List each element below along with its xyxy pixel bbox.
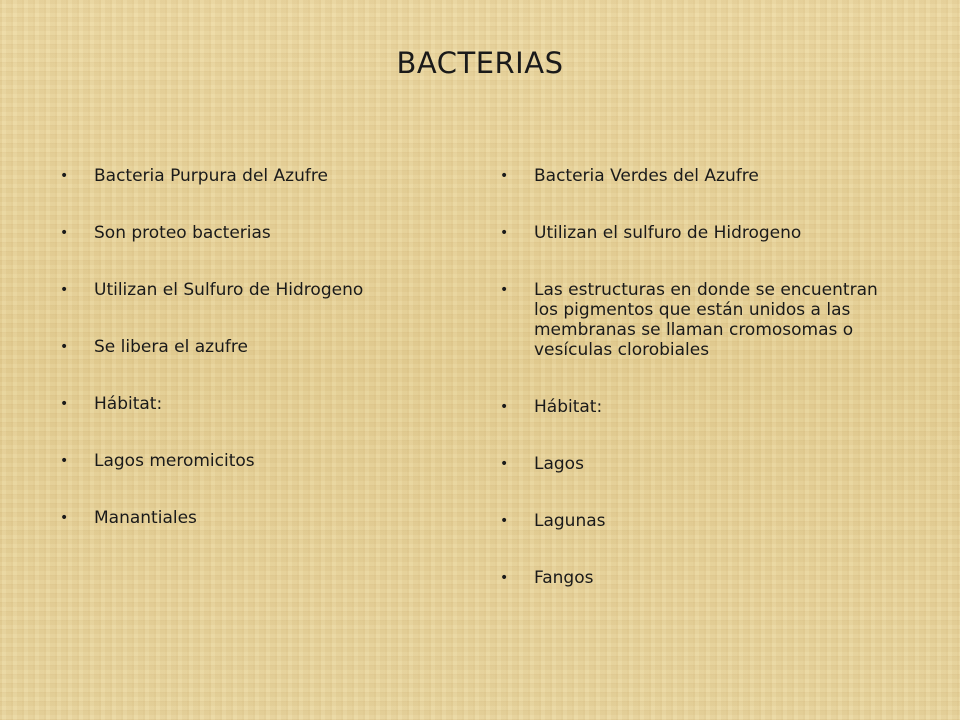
bullet-icon: •: [60, 510, 69, 526]
bullet-icon: •: [500, 225, 509, 241]
bullet-icon: •: [60, 168, 69, 184]
right-bullet-list: [500, 166, 900, 625]
list-item: [500, 397, 900, 417]
list-item: [500, 280, 900, 360]
bullet-icon: •: [60, 282, 69, 298]
list-item: [60, 166, 440, 186]
list-item: [500, 454, 900, 474]
list-item: [60, 508, 440, 528]
bullet-icon: •: [500, 399, 509, 415]
list-item: [60, 280, 440, 300]
bullet-icon: •: [500, 570, 509, 586]
list-item-text: Lagos meromicitos: [94, 451, 255, 471]
bullet-icon: •: [60, 225, 69, 241]
list-item-text: Las estructuras en donde se encuentran los pigmentos que están unidos a las membranas se llaman cromosomas o vesículas clorobiales: [534, 280, 878, 360]
list-item: [60, 223, 440, 243]
list-item-text: Lagunas: [534, 511, 606, 531]
list-item-text: Bacteria Verdes del Azufre: [534, 166, 759, 186]
bullet-icon: •: [500, 282, 509, 298]
list-item: [500, 511, 900, 531]
list-item: [60, 337, 440, 357]
list-item-text: Hábitat:: [534, 397, 603, 417]
left-bullet-list: [60, 166, 440, 565]
list-item-text: Fangos: [534, 568, 594, 588]
list-item: [60, 394, 440, 414]
list-item: [60, 451, 440, 471]
list-item-text: Lagos: [534, 454, 584, 474]
list-item-text: Son proteo bacterias: [94, 223, 271, 243]
list-item: [500, 223, 900, 243]
list-item-text: Se libera el azufre: [94, 337, 248, 357]
bullet-icon: •: [60, 453, 69, 469]
bullet-icon: •: [500, 168, 509, 184]
list-item: [500, 166, 900, 186]
list-item-text: Utilizan el Sulfuro de Hidrogeno: [94, 280, 364, 300]
bullet-icon: •: [60, 339, 69, 355]
bullet-icon: •: [500, 513, 509, 529]
list-item-text: Manantiales: [94, 508, 197, 528]
slide-title: BACTERIAS: [396, 46, 564, 80]
bullet-icon: •: [500, 456, 509, 472]
list-item-text: Hábitat:: [94, 394, 163, 414]
list-item: [500, 568, 900, 588]
list-item-text: Utilizan el sulfuro de Hidrogeno: [534, 223, 802, 243]
bullet-icon: •: [60, 396, 69, 412]
list-item-text: Bacteria Purpura del Azufre: [94, 166, 328, 186]
